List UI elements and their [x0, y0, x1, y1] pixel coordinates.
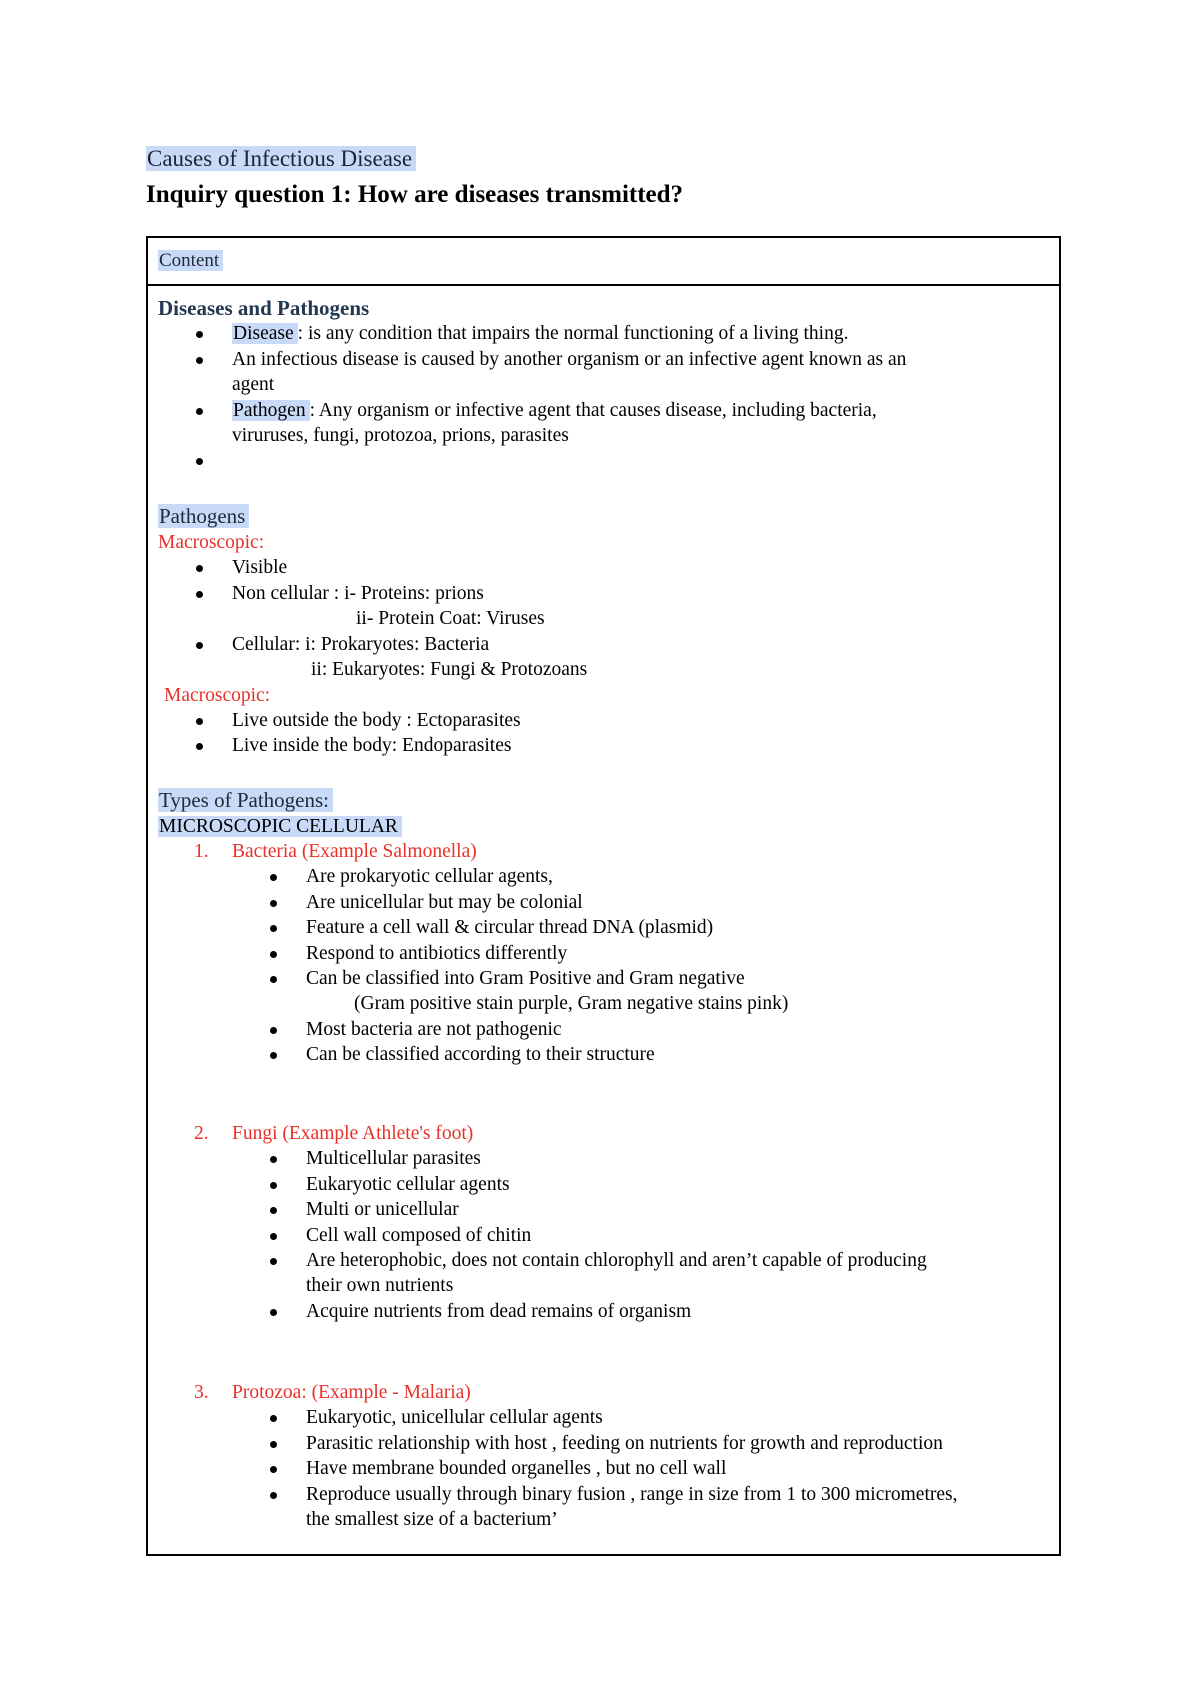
list-item: Cellular: i: Prokaryotes: Bacteria — [232, 634, 490, 655]
list-item: Respond to antibiotics differently — [306, 943, 568, 964]
list-item: Are prokaryotic cellular agents, — [306, 866, 553, 887]
list-item: Disease : is any condition that impairs the normal functioning of a living thing. — [233, 323, 849, 344]
list-item: Visible — [232, 557, 288, 578]
bullet-icon — [270, 1441, 277, 1448]
bullet-icon — [270, 1492, 277, 1499]
section-heading-diseases: Diseases and Pathogens — [158, 296, 370, 320]
list-item: Can be classified into Gram Positive and Gram negative — [306, 968, 745, 989]
bullet-icon — [270, 1309, 277, 1316]
list-item: Acquire nutrients from dead remains of organism — [306, 1301, 692, 1322]
list-item: Eukaryotic, unicellular cellular agents — [306, 1407, 603, 1428]
bullet-icon — [270, 1027, 277, 1034]
list-number: 2. — [194, 1123, 209, 1144]
bullet-icon — [270, 951, 277, 958]
bullet-icon — [196, 591, 203, 598]
list-item-continuation: viruruses, fungi, protozoa, prions, parasites — [232, 425, 569, 446]
bullet-icon — [196, 357, 203, 364]
list-item: Pathogen : Any organism or infective agent that causes disease, including bacteria, — [233, 400, 877, 421]
content-table — [146, 236, 1061, 1556]
bullet-icon — [270, 1052, 277, 1059]
bullet-icon — [270, 1466, 277, 1473]
subheading-macroscopic: Macroscopic: — [158, 532, 265, 553]
pathogen-title-fungi: Fungi (Example Athlete's foot) — [232, 1123, 474, 1144]
list-item: Parasitic relationship with host , feeding on nutrients for growth and reproduction — [306, 1433, 943, 1454]
list-item: Eukaryotic cellular agents — [306, 1174, 510, 1195]
list-number: 1. — [194, 841, 209, 862]
list-item-continuation: ii: Eukaryotes: Fungi & Protozoans — [311, 659, 588, 680]
list-item: Are heterophobic, does not contain chlorophyll and aren’t capable of producing — [306, 1250, 927, 1271]
list-item-continuation: (Gram positive stain purple, Gram negative stains pink) — [354, 993, 789, 1014]
list-item: Live inside the body: Endoparasites — [232, 735, 512, 756]
bullet-icon — [196, 718, 203, 725]
bullet-icon — [270, 976, 277, 983]
list-item: Most bacteria are not pathogenic — [306, 1019, 562, 1040]
list-item-continuation: agent — [232, 374, 275, 395]
list-number: 3. — [194, 1382, 209, 1403]
bullet-icon — [270, 1207, 277, 1214]
subheading-microscopic-cellular: MICROSCOPIC CELLULAR — [158, 814, 402, 839]
list-item: Are unicellular but may be colonial — [306, 892, 583, 913]
list-item: Reproduce usually through binary fusion , range in size from 1 to 300 micrometres, — [306, 1484, 958, 1505]
table-header: Content — [148, 238, 1059, 286]
bullet-icon — [270, 1182, 277, 1189]
bullet-icon — [270, 1415, 277, 1422]
bullet-icon — [196, 743, 203, 750]
bullet-icon — [270, 1233, 277, 1240]
pathogen-title-bacteria: Bacteria (Example Salmonella) — [232, 841, 477, 862]
list-item: Feature a cell wall & circular thread DNA (plasmid) — [306, 917, 714, 938]
list-item: Live outside the body : Ectoparasites — [232, 710, 521, 731]
section-heading-pathogens: Pathogens — [158, 504, 249, 529]
document-title: Causes of Infectious Disease — [146, 146, 416, 172]
list-item: Can be classified according to their structure — [306, 1044, 655, 1065]
list-item-continuation: ii- Protein Coat: Viruses — [356, 608, 545, 629]
list-item-continuation: the smallest size of a bacterium’ — [306, 1509, 558, 1530]
bullet-icon — [196, 331, 203, 338]
bullet-icon — [196, 642, 203, 649]
list-item: An infectious disease is caused by another organism or an infective agent known as an — [232, 349, 907, 370]
list-item-continuation: their own nutrients — [306, 1275, 454, 1296]
list-item: Multi or unicellular — [306, 1199, 459, 1220]
pathogen-title-protozoa: Protozoa: (Example - Malaria) — [232, 1382, 471, 1403]
subheading-macroscopic: Macroscopic: — [164, 685, 271, 706]
bullet-icon — [270, 1156, 277, 1163]
bullet-icon — [196, 408, 203, 415]
list-item: Non cellular : i- Proteins: prions — [232, 583, 484, 604]
list-item: Have membrane bounded organelles , but no cell wall — [306, 1458, 727, 1479]
bullet-icon — [196, 458, 203, 465]
bullet-icon — [270, 900, 277, 907]
bullet-icon — [196, 565, 203, 572]
list-item: Multicellular parasites — [306, 1148, 481, 1169]
bullet-icon — [270, 1258, 277, 1265]
bullet-icon — [270, 925, 277, 932]
section-heading-types: Types of Pathogens: — [158, 788, 333, 813]
inquiry-question: Inquiry question 1: How are diseases transmitted? — [146, 181, 684, 208]
list-item: Cell wall composed of chitin — [306, 1225, 532, 1246]
bullet-icon — [270, 874, 277, 881]
